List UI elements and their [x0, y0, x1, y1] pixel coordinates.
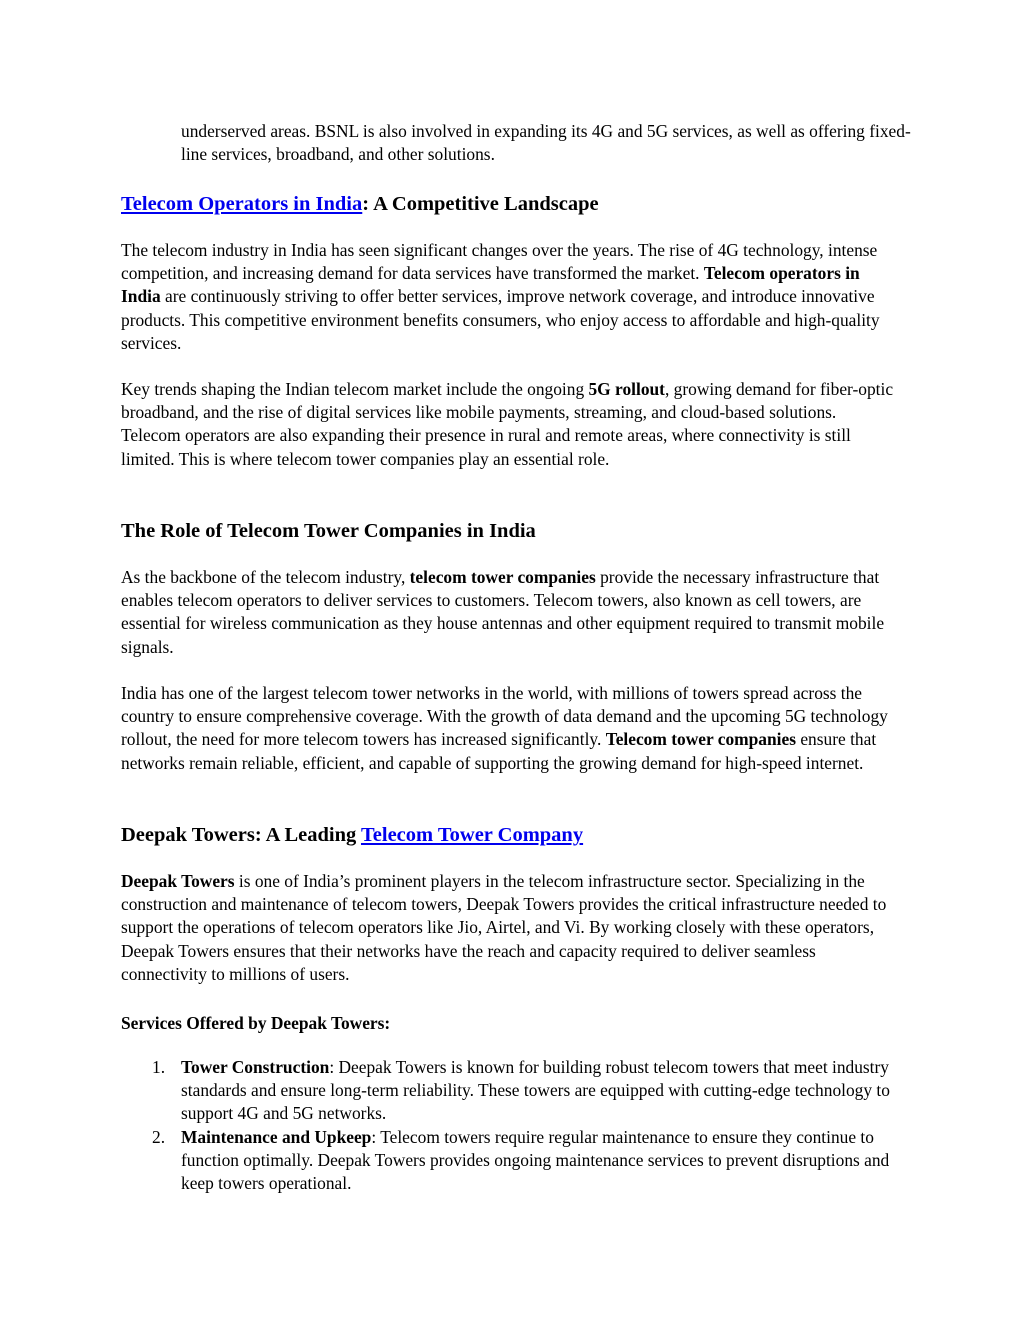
list-item: [121, 1126, 911, 1196]
towers-paragraph-1: [121, 566, 896, 659]
operators-p1-text-b: are continuously striving to offer better services, improve network coverage, and introduce innovative products. This competitive environment benefits consumers, who enjoy access to affordable and high-quality services.: [121, 286, 880, 353]
list-item-number: 1.: [152, 1057, 166, 1077]
towers-p1-text-a: As the backbone of the telecom industry,: [121, 567, 410, 587]
towers-paragraph-2: [121, 682, 896, 775]
operators-paragraph-2: [121, 378, 896, 471]
heading-deepak-towers-text: Deepak Towers: A Leading: [121, 824, 361, 846]
towers-p2-text-b: ensure that networks remain reliable, efficient, and capable of supporting the growing demand for high-speed internet.: [121, 729, 877, 773]
heading-telecom-operators-rest: : A Competitive Landscape: [362, 193, 599, 215]
telecom-operators-link[interactable]: Telecom Operators in India: [121, 193, 363, 215]
heading-deepak-towers: [121, 822, 921, 848]
towers-p2-text-a: India has one of the largest telecom tower networks in the world, with millions of towers spread across the country to ensure comprehensive coverage. With the growth of data demand and the upcoming 5G technology rollout, the need for more telecom towers has increased significantly.: [121, 683, 888, 750]
intro-continuation-paragraph: underserved areas. BSNL is also involved in expanding its 4G and 5G services, as well as offering fixed-line services, broadband, and other solutions.: [181, 121, 911, 165]
operators-p1-bold: Telecom operators in India: [121, 263, 860, 307]
list-item-text: : Deepak Towers is known for building robust telecom towers that meet industry standards and ensure long-term reliability. These towers are equipped with cutting-edge technology to support 4G and 5G networks.: [181, 1057, 890, 1124]
list-item-number: 2.: [152, 1126, 166, 1147]
towers-p1-bold: telecom tower companies: [409, 567, 596, 587]
towers-p2-bold: Telecom tower companies: [605, 729, 796, 750]
heading-telecom-operators: [121, 191, 921, 217]
operators-p2-text-a: Key trends shaping the Indian telecom market include the ongoing: [121, 379, 589, 399]
operators-paragraph-1: [121, 239, 896, 355]
list-item-title: Maintenance and Upkeep: [181, 1126, 372, 1147]
operators-p2-bold: 5G rollout: [588, 379, 665, 399]
operators-p1-text-a: The telecom industry in India has seen significant changes over the years. The rise of 4G technology, intense competition, and increasing demand for data services have transformed the market.: [121, 240, 878, 284]
deepak-p1-bold: Deepak Towers: [121, 871, 235, 891]
list-item: [121, 1056, 911, 1126]
services-heading: Services Offered by Deepak Towers:: [121, 1013, 391, 1033]
services-list: [121, 1056, 911, 1195]
list-item-title: Tower Construction: [181, 1057, 330, 1077]
telecom-tower-company-link[interactable]: Telecom Tower Company: [360, 824, 584, 846]
operators-p2-text-b: , growing demand for fiber-optic broadband, and the rise of digital services like mobile payments, streaming, and cloud-based solutions. Telecom operators are also expanding their presence in rural and remote areas, where connectivity is still limited. This is where telecom tower companies play an essential role.: [121, 379, 894, 469]
deepak-p1-text: is one of India’s prominent players in the telecom infrastructure sector. Specializing in the construction and maintenance of telecom towers, Deepak Towers provides the critical infrastructure needed to support the operations of telecom operators like Jio, Airtel, and Vi. By working closely with these operators, Deepak Towers ensures that their networks have the reach and capacity required to deliver seamless connectivity to millions of users.: [121, 871, 887, 984]
deepak-paragraph-1: [121, 870, 896, 986]
towers-p1-text-b: provide the necessary infrastructure that enables telecom operators to deliver services to customers. Telecom towers, also known as cell towers, are essential for wireless communication as they house antennas and other equipment required to transmit mobile signals.: [121, 567, 885, 657]
heading-tower-companies: The Role of Telecom Tower Companies in India: [121, 520, 536, 542]
list-item-text: : Telecom towers require regular maintenance to ensure they continue to function optimally. Deepak Towers provides ongoing maintenance services to prevent disruptions and keep towers operational.: [181, 1126, 890, 1194]
